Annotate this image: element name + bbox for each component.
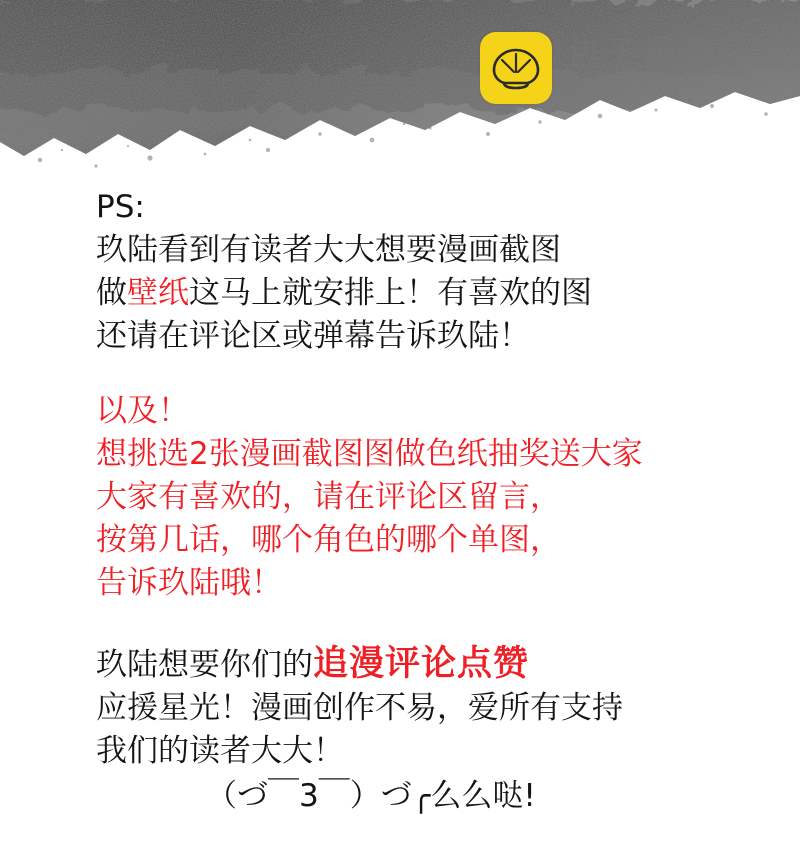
support-line-2: 应援星光！漫画创作不易，爱所有支持 — [96, 690, 623, 726]
red-line-2: 想挑选2张漫画截图图做色纸抽奖送大家 — [96, 436, 643, 472]
support-line-1 — [96, 643, 800, 687]
ps-line-1: 玖陆看到有读者大大想要漫画截图 — [96, 232, 561, 268]
red-line-1: 以及！ — [96, 393, 189, 429]
red-line-4: 按第几话，哪个角色的哪个单图， — [96, 522, 561, 558]
support-line-3: 我们的读者大大！ — [96, 733, 344, 769]
red-line-3: 大家有喜欢的，请在评论区留言， — [96, 479, 561, 515]
announcement-content — [0, 186, 800, 819]
paragraph-ps — [0, 186, 800, 358]
ps-line-3: 还请在评论区或弹幕告诉玖陆！ — [96, 318, 530, 354]
watermark-brand — [566, 36, 796, 106]
support-prefix: 玖陆想要你们的 — [96, 647, 313, 683]
bun-logo-badge — [480, 32, 552, 104]
support-highlight: 追漫评论点赞 — [313, 644, 530, 684]
kaomoji-line: （づ￣3￣）づ╭么么哒! — [206, 778, 536, 814]
paragraph-red — [0, 390, 800, 605]
steamed-bun-icon — [490, 48, 542, 90]
ps-line-2: 做壁纸这马上就安排上！有喜欢的图 — [96, 275, 592, 311]
brand-subtitle: baozimh.com — [566, 80, 679, 99]
ps-label: PS: — [96, 189, 145, 225]
paragraph-support — [0, 643, 800, 819]
brand-title: 包子漫畫 — [566, 35, 718, 73]
red-line-5: 告诉玖陆哦！ — [96, 565, 282, 601]
ps-line-2-highlight: 壁纸 — [127, 275, 189, 311]
